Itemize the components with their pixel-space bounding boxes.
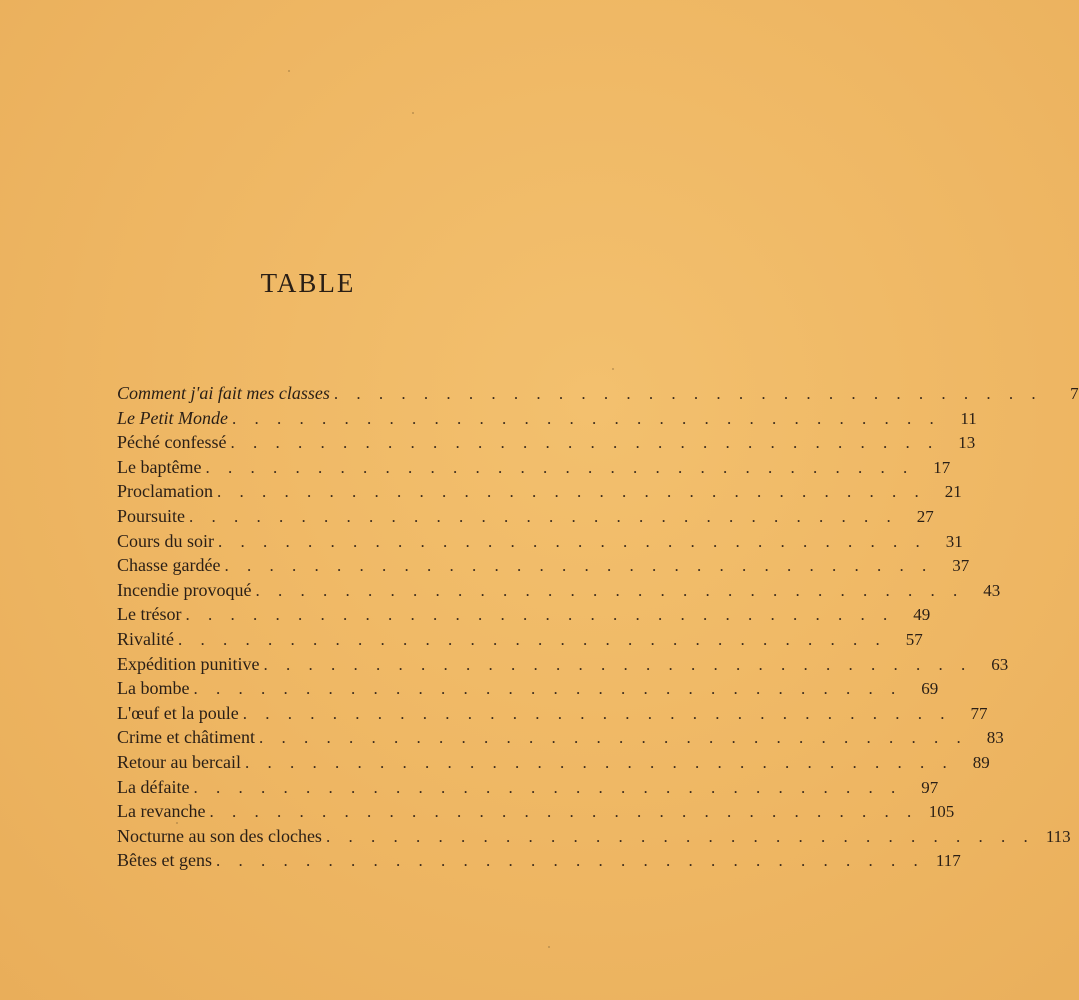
toc-entry-title: Nocturne au son des cloches bbox=[117, 825, 322, 846]
toc-entry bbox=[117, 627, 923, 652]
toc-entry-title: Incendie provoqué bbox=[117, 579, 252, 600]
toc-dot-leader: . . . . . . . . . . . . . . . . . . . . . . . . . . . . . . . . bbox=[333, 384, 1043, 403]
toc-dot-leader: . . . . . . . . . . . . . . . . . . . . . . . . . . . . . . . . bbox=[216, 482, 926, 502]
toc-entry bbox=[117, 725, 1004, 750]
toc-dot-leader: . . . . . . . . . . . . . . . . . . . . . . . . . . . . . . . . bbox=[218, 531, 927, 551]
toc-entry-title: Crime et châtiment bbox=[117, 727, 255, 748]
toc-page-number: 77 bbox=[970, 703, 988, 723]
toc-entry-title: La bombe bbox=[117, 678, 190, 699]
toc-dot-leader: . . . . . . . . . . . . . . . . . . . . . . . . . . . . . . . . bbox=[205, 457, 915, 477]
toc-entry bbox=[117, 652, 1009, 677]
toc-entry-title: Comment j'ai fait mes classes bbox=[117, 383, 330, 403]
toc-page-number: 37 bbox=[952, 556, 970, 576]
toc-entry bbox=[117, 799, 955, 824]
toc-entry bbox=[117, 479, 962, 504]
toc-entry-title: Expédition punitive bbox=[117, 653, 260, 674]
toc-page-number: 83 bbox=[986, 728, 1004, 748]
toc-entry bbox=[117, 750, 990, 775]
paper-speck bbox=[288, 70, 290, 72]
toc-entry-title: La défaite bbox=[117, 776, 190, 797]
toc-dot-leader: . . . . . . . . . . . . . . . . . . . . . . . . . . . . . . . . bbox=[263, 654, 973, 674]
toc-entry bbox=[117, 701, 988, 726]
toc-entry-title: Cours du soir bbox=[117, 530, 215, 551]
toc-entry bbox=[117, 578, 1001, 603]
toc-dot-leader: . . . . . . . . . . . . . . . . . . . . . . . . . . . . . . . . bbox=[189, 506, 898, 526]
toc-entry-title: L'œuf et la poule bbox=[117, 702, 239, 723]
paper-speck bbox=[548, 946, 550, 948]
page-title: TABLE bbox=[260, 268, 356, 298]
toc-dot-leader: . . . . . . . . . . . . . . . . . . . . . . . . . . . . . . . . bbox=[258, 728, 968, 748]
table-of-contents bbox=[117, 381, 1079, 873]
toc-entry-title: La revanche bbox=[117, 801, 206, 822]
toc-entry bbox=[117, 824, 1071, 849]
toc-dot-leader: . . . . . . . . . . . . . . . . . . . . . . . . . . . . . . . . bbox=[231, 408, 941, 428]
toc-dot-leader: . . . . . . . . . . . . . . . . . . . . . . . . . . . . . . . . bbox=[325, 826, 1035, 846]
toc-entry-title: Péché confessé bbox=[117, 432, 227, 453]
toc-dot-leader: . . . . . . . . . . . . . . . . . . . . . . . . . . . . . . . . bbox=[215, 851, 925, 871]
toc-entry-title: Poursuite bbox=[117, 505, 186, 526]
toc-entry-title: Le Petit Monde bbox=[117, 407, 228, 428]
toc-entry-title: Le trésor bbox=[117, 604, 182, 625]
toc-dot-leader: . . . . . . . . . . . . . . . . . . . . . . . . . . . . . . . . bbox=[193, 679, 903, 699]
paper-speck bbox=[412, 112, 414, 114]
toc-page-number: 105 bbox=[928, 802, 955, 822]
toc-page-number: 57 bbox=[905, 629, 923, 649]
toc-page-number: 13 bbox=[958, 433, 976, 453]
toc-page-number: 31 bbox=[945, 531, 963, 551]
toc-entry bbox=[117, 602, 931, 627]
toc-dot-leader: . . . . . . . . . . . . . . . . . . . . . . . . . . . . . . . . bbox=[185, 605, 895, 625]
toc-page-number: 117 bbox=[935, 851, 961, 871]
toc-page-number: 43 bbox=[983, 580, 1001, 600]
toc-page-number: 69 bbox=[921, 679, 939, 699]
toc-page-number: 97 bbox=[921, 777, 939, 797]
toc-page-number: 89 bbox=[972, 752, 990, 772]
toc-page-number: 63 bbox=[991, 654, 1009, 674]
toc-entry bbox=[117, 381, 1079, 406]
toc-entry-title: Le baptême bbox=[117, 456, 202, 477]
toc-entry-title: Proclamation bbox=[117, 481, 213, 502]
toc-entry bbox=[117, 775, 939, 800]
toc-dot-leader: . . . . . . . . . . . . . . . . . . . . . . . . . . . . . . . . bbox=[255, 580, 965, 600]
toc-entry bbox=[117, 430, 976, 455]
toc-entry-title: Chasse gardée bbox=[117, 555, 221, 576]
toc-dot-leader: . . . . . . . . . . . . . . . . . . . . . . . . . . . . . . . . bbox=[209, 802, 919, 822]
toc-page-number: 21 bbox=[944, 482, 962, 502]
toc-entry bbox=[117, 406, 977, 431]
toc-entry-title: Bêtes et gens bbox=[117, 850, 212, 871]
toc-dot-leader: . . . . . . . . . . . . . . . . . . . . . . . . . . . . . . . . bbox=[178, 629, 887, 649]
toc-entry bbox=[117, 553, 970, 578]
toc-page-number: 27 bbox=[916, 506, 934, 526]
toc-entry-title: Retour au bercail bbox=[117, 751, 241, 772]
toc-dot-leader: . . . . . . . . . . . . . . . . . . . . . . . . . . . . . . . . bbox=[224, 556, 934, 576]
toc-dot-leader: . . . . . . . . . . . . . . . . . . . . . . . . . . . . . . . . bbox=[242, 703, 952, 723]
toc-entry bbox=[117, 676, 939, 701]
toc-dot-leader: . . . . . . . . . . . . . . . . . . . . . . . . . . . . . . . . bbox=[193, 777, 903, 797]
paper-speck bbox=[612, 368, 614, 370]
toc-page-number: 11 bbox=[960, 408, 977, 428]
toc-entry-title: Rivalité bbox=[117, 628, 174, 649]
toc-page-number: 7 bbox=[1070, 384, 1079, 403]
toc-entry bbox=[117, 848, 961, 873]
toc-dot-leader: . . . . . . . . . . . . . . . . . . . . . . . . . . . . . . . . bbox=[230, 433, 940, 453]
toc-page-number: 17 bbox=[933, 457, 951, 477]
toc-entry bbox=[117, 455, 951, 480]
toc-page-number: 49 bbox=[913, 605, 931, 625]
toc-page-number: 113 bbox=[1045, 826, 1071, 846]
toc-entry bbox=[117, 504, 934, 529]
toc-dot-leader: . . . . . . . . . . . . . . . . . . . . . . . . . . . . . . . . bbox=[244, 752, 954, 772]
toc-entry bbox=[117, 529, 963, 554]
